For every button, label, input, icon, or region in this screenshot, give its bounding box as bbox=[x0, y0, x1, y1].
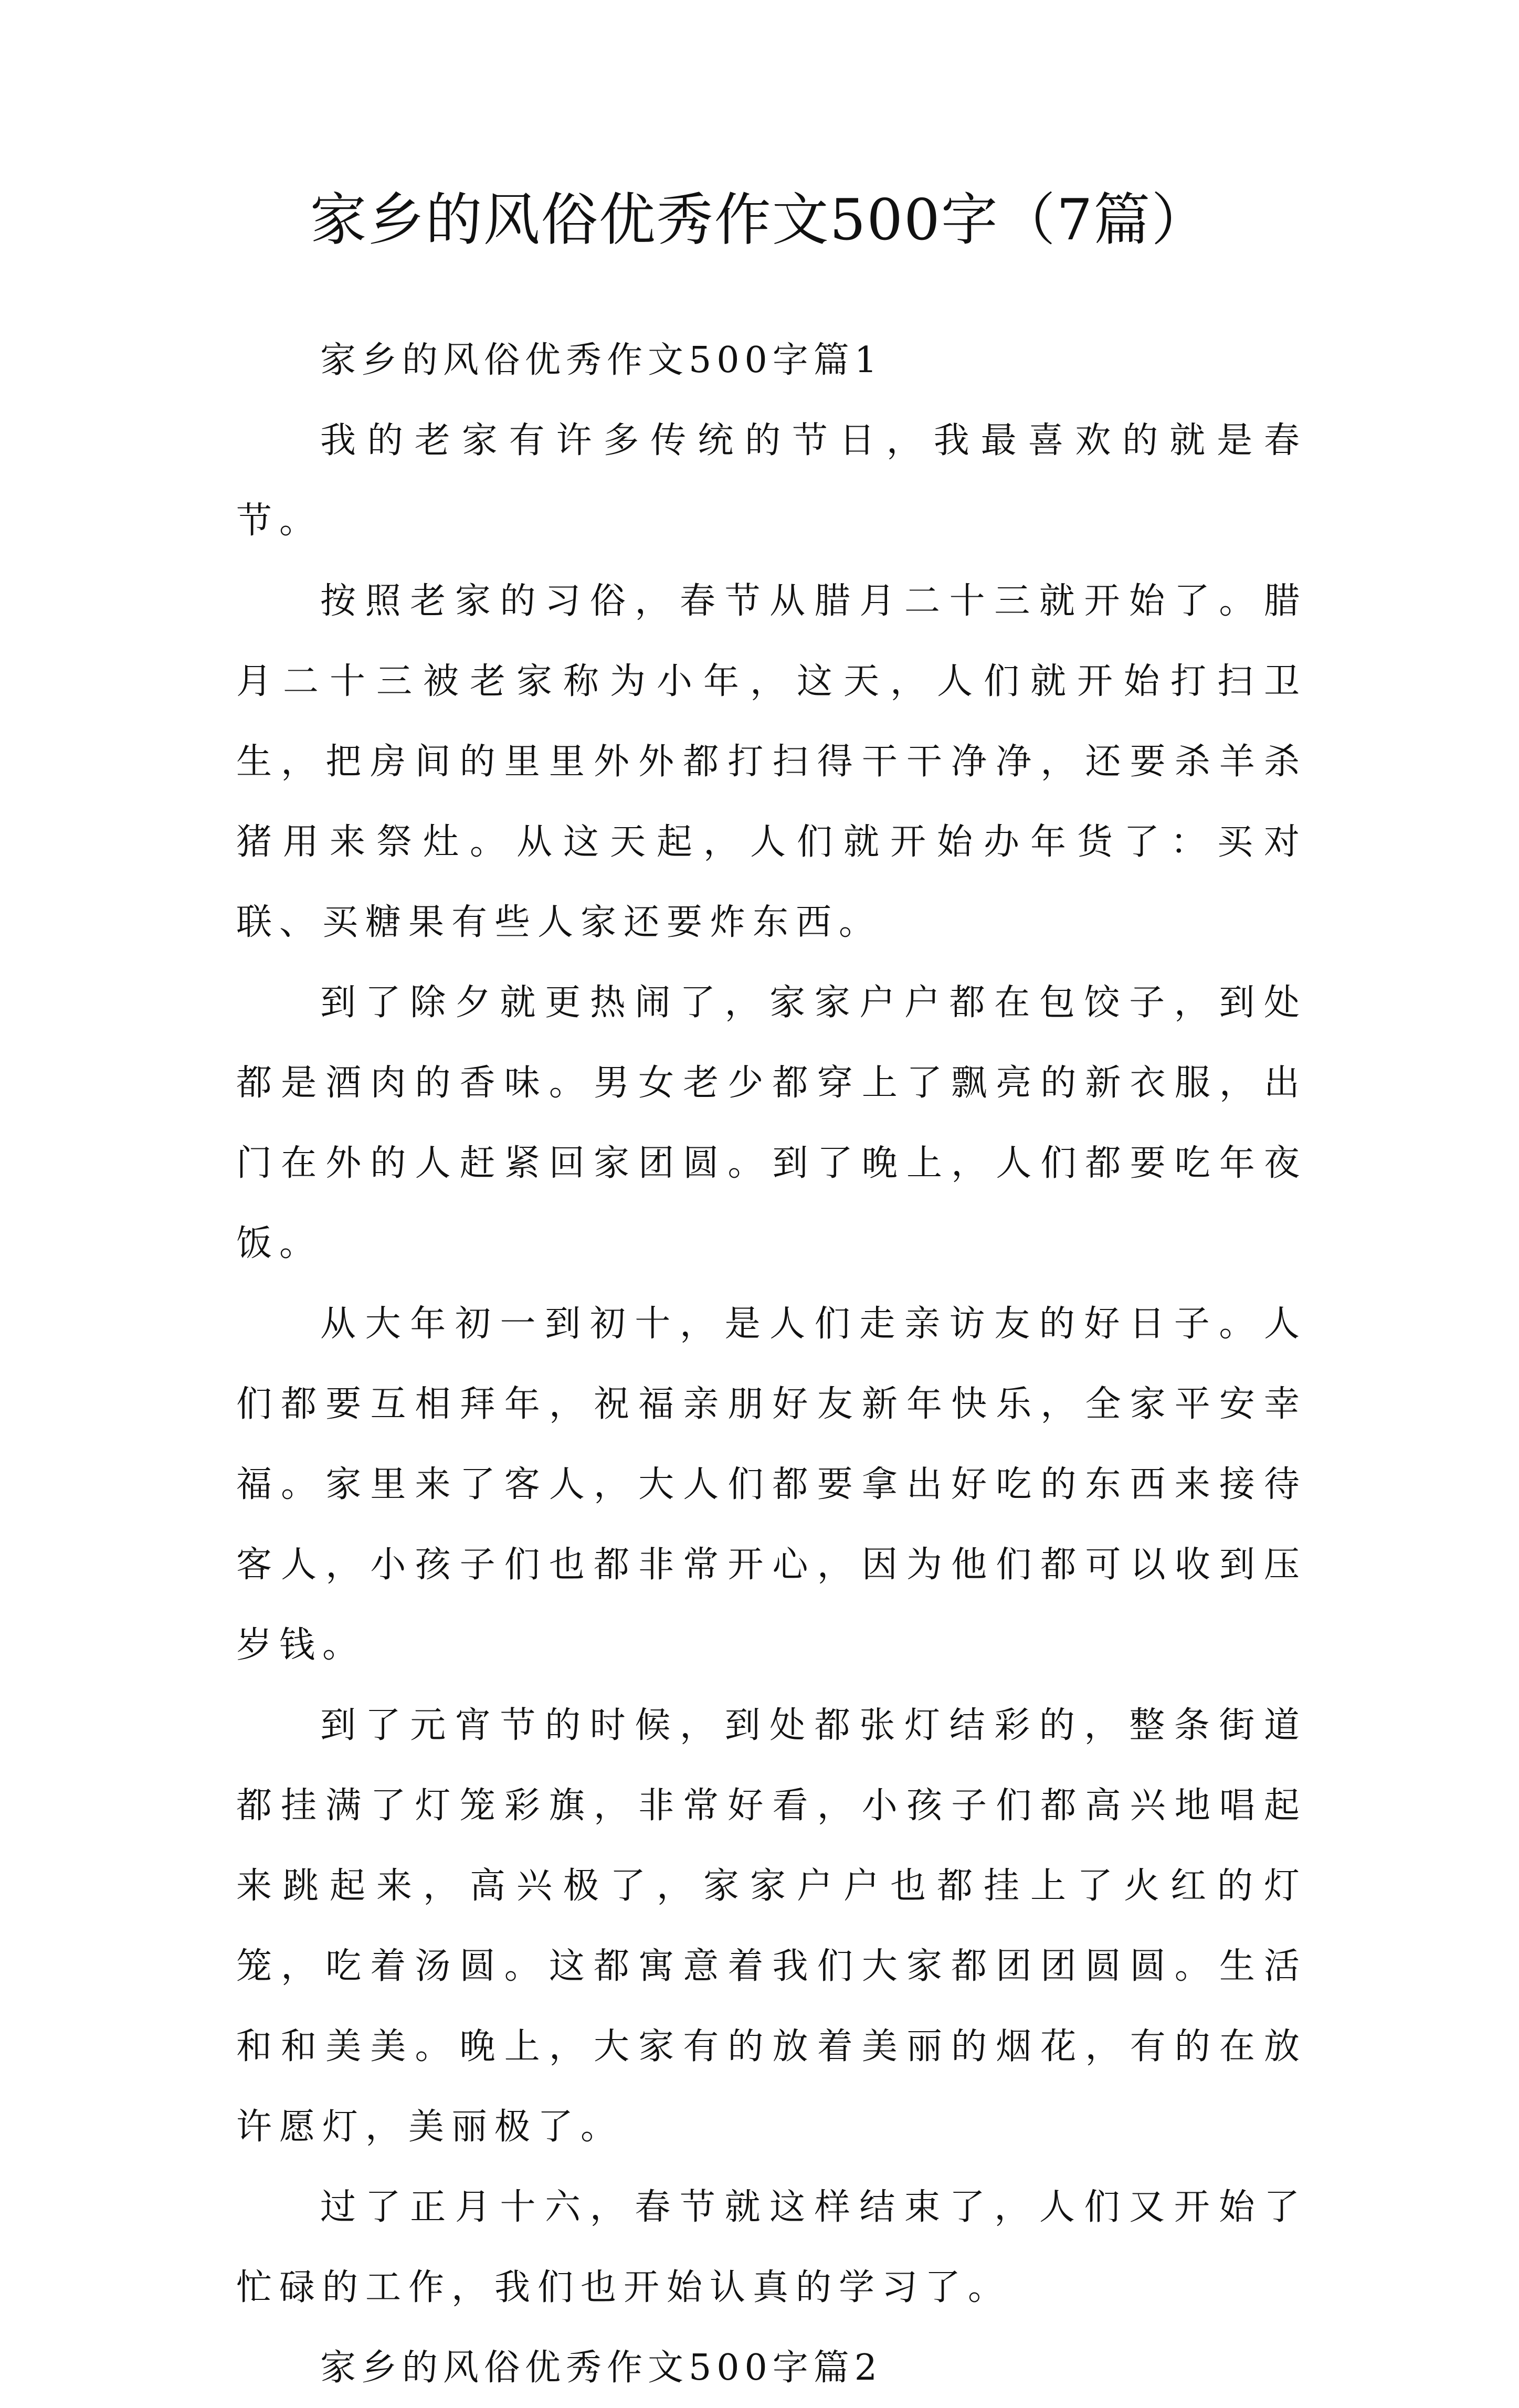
section-heading-2: 家乡的风俗优秀作文500字篇2 bbox=[320, 2347, 883, 2389]
paragraph-6: 过了正月十六，春节就这样结束了，人们又开始了忙碌的工作，我们也开始认真的学习了。 bbox=[236, 2187, 1307, 2308]
document-title: 家乡的风俗优秀作文500字（7篇） bbox=[310, 187, 1209, 253]
paragraph-4: 从大年初一到初十，是人们走亲访友的好日子。人们都要互相拜年，祝福亲朋好友新年快乐，全家平安幸福。家里来了客人，大人们都要拿出好吃的东西来接待客人，小孩子们也都非常开心，因为他们都可以收到压岁钱。 bbox=[236, 1303, 1307, 1666]
paragraph-5: 到了元宵节的时候，到处都张灯结彩的，整条街道都挂满了灯笼彩旗，非常好看，小孩子们都高兴地唱起来跳起来，高兴极了，家家户户也都挂上了火红的灯笼，吃着汤圆。这都寓意着我们大家都团团圆圆。生活和和美美。晚上，大家有的放着美丽的烟花，有的在放许愿灯，美丽极了。 bbox=[236, 1705, 1307, 2148]
section-heading-1: 家乡的风俗优秀作文500字篇1 bbox=[320, 340, 883, 381]
paragraph-2: 按照老家的习俗，春节从腊月二十三就开始了。腊月二十三被老家称为小年，这天，人们就开始打扫卫生，把房间的里里外外都打扫得干干净净，还要杀羊杀猪用来祭灶。从这天起，人们就开始办年货了：买对联、买糖果有些人家还要炸东西。 bbox=[236, 580, 1307, 943]
paragraph-3: 到了除夕就更热闹了，家家户户都在包饺子，到处都是酒肉的香味。男女老少都穿上了飘亮的新衣服，出门在外的人赶紧回家团圆。到了晚上，人们都要吃年夜饭。 bbox=[236, 982, 1307, 1264]
paragraph-1: 我的老家有许多传统的节日，我最喜欢的就是春节。 bbox=[236, 420, 1307, 542]
document-body bbox=[236, 320, 1307, 2408]
